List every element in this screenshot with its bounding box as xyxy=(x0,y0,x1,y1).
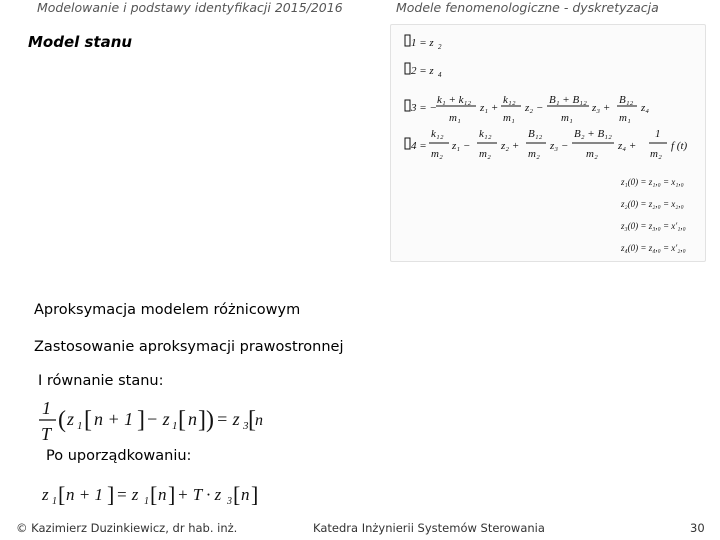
svg-text:n + 1: n + 1 xyxy=(66,485,103,504)
svg-text:n: n xyxy=(158,485,167,504)
svg-text:z: z xyxy=(67,409,75,429)
svg-text:B₁ + B₁₂: B₁ + B₁₂ xyxy=(549,94,587,106)
svg-text:4 =: 4 = xyxy=(411,140,427,152)
svg-text:z₄ +: z₄ + xyxy=(618,140,637,152)
right-sided-approximation-text: Zastosowanie aproksymacji prawostronnej xyxy=(34,339,344,355)
svg-text:[: [ xyxy=(248,407,256,433)
svg-text:B₁₂: B₁₂ xyxy=(619,94,634,106)
state-equations-image xyxy=(390,24,706,262)
svg-text:3 = −: 3 = − xyxy=(411,102,437,114)
svg-text:1: 1 xyxy=(172,420,178,432)
svg-text:k₁₂: k₁₂ xyxy=(503,94,516,106)
svg-text:m₂: m₂ xyxy=(586,148,598,160)
state-equations-formula xyxy=(391,25,705,261)
svg-text:k₁₂: k₁₂ xyxy=(479,128,492,140)
svg-text:z₂ +: z₂ + xyxy=(501,140,520,152)
svg-text:m₂: m₂ xyxy=(431,148,443,160)
svg-text:z₄(0) = z₄,₀ = x′₂,₀: z₄(0) = z₄,₀ = x′₂,₀ xyxy=(621,243,686,253)
svg-text:z₃ −: z₃ − xyxy=(550,140,569,152)
svg-text:m₁: m₁ xyxy=(449,112,461,124)
svg-text:m₂: m₂ xyxy=(650,148,662,160)
svg-text:z₃ +: z₃ + xyxy=(592,102,611,114)
svg-text:z₁ −: z₁ − xyxy=(452,140,471,152)
svg-text:B₁₂: B₁₂ xyxy=(528,128,543,140)
svg-text:3: 3 xyxy=(243,420,249,432)
svg-text:m₁: m₁ xyxy=(561,112,573,124)
svg-text:1: 1 xyxy=(52,496,57,507)
svg-text:4: 4 xyxy=(438,71,442,79)
svg-text:n: n xyxy=(255,412,263,429)
after-rearranging-label: Po uporządkowaniu: xyxy=(46,448,192,464)
svg-text:B₂ + B₁₂: B₂ + B₁₂ xyxy=(574,128,612,140)
svg-text:= z: = z xyxy=(216,409,240,429)
svg-text:n: n xyxy=(241,485,250,504)
svg-text:T: T xyxy=(41,424,52,444)
svg-text:1: 1 xyxy=(77,420,83,432)
svg-text:m₂: m₂ xyxy=(528,148,540,160)
header-section-title: Modele fenomenologiczne - dyskretyzacja xyxy=(396,0,659,15)
svg-text:]: ] xyxy=(137,407,145,433)
svg-text:z₂(0) = z₂,₀ = x₂,₀: z₂(0) = z₂,₀ = x₂,₀ xyxy=(621,199,684,209)
svg-text:f (t): f (t) xyxy=(671,140,688,152)
svg-text:z₁(0) = z₁,₀ = x₁,₀: z₁(0) = z₁,₀ = x₁,₀ xyxy=(621,177,684,187)
svg-text:[: [ xyxy=(178,407,186,433)
svg-text:k₁₂: k₁₂ xyxy=(431,128,444,140)
svg-text:2 = z: 2 = z xyxy=(411,65,434,77)
slide-title: Model stanu xyxy=(28,33,133,51)
svg-text:k₁ + k₁₂: k₁ + k₁₂ xyxy=(437,94,472,106)
svg-text:2: 2 xyxy=(438,43,442,51)
page-number: 30 xyxy=(690,521,705,535)
approximation-text: Aproksymacja modelem różnicowym xyxy=(34,302,301,318)
svg-text:1: 1 xyxy=(42,398,51,418)
svg-text:]: ] xyxy=(198,407,206,433)
rearranged-equation-formula xyxy=(40,478,260,510)
svg-text:): ) xyxy=(206,407,214,433)
svg-text:1 = z: 1 = z xyxy=(411,37,434,49)
svg-text:]: ] xyxy=(107,482,115,507)
header-course-title: Modelowanie i podstawy identyfikacji 2015/2016 xyxy=(37,0,343,15)
difference-equation-formula xyxy=(36,396,266,446)
svg-text:+ T · z: + T · z xyxy=(177,485,222,504)
svg-text:]: ] xyxy=(251,482,259,507)
svg-text:z₃(0) = z₃,₀ = x′₁,₀: z₃(0) = z₃,₀ = x′₁,₀ xyxy=(621,221,686,231)
svg-text:]: ] xyxy=(168,482,176,507)
svg-text:m₁: m₁ xyxy=(619,112,631,124)
svg-text:− z: − z xyxy=(146,409,170,429)
svg-text:[: [ xyxy=(150,482,158,507)
svg-text:(: ( xyxy=(58,407,66,433)
svg-text:1: 1 xyxy=(655,128,661,140)
svg-text:[: [ xyxy=(58,482,66,507)
svg-text:z₄: z₄ xyxy=(641,102,650,114)
svg-text:z: z xyxy=(42,485,49,504)
svg-text:z₂ −: z₂ − xyxy=(525,102,544,114)
svg-text:1: 1 xyxy=(144,496,149,507)
svg-text:3: 3 xyxy=(227,496,232,507)
svg-text:m₂: m₂ xyxy=(479,148,491,160)
footer-department: Katedra Inżynierii Systemów Sterowania xyxy=(313,521,545,535)
svg-text:n + 1: n + 1 xyxy=(94,409,134,429)
svg-text:= z: = z xyxy=(116,485,139,504)
svg-text:n: n xyxy=(188,409,197,429)
svg-text:[: [ xyxy=(84,407,92,433)
footer-author: © Kazimierz Duzinkiewicz, dr hab. inż. xyxy=(16,521,238,535)
svg-text:m₁: m₁ xyxy=(503,112,515,124)
svg-text:z₁ +: z₁ + xyxy=(480,102,499,114)
svg-text:[: [ xyxy=(233,482,241,507)
first-state-equation-label: I równanie stanu: xyxy=(38,373,164,389)
